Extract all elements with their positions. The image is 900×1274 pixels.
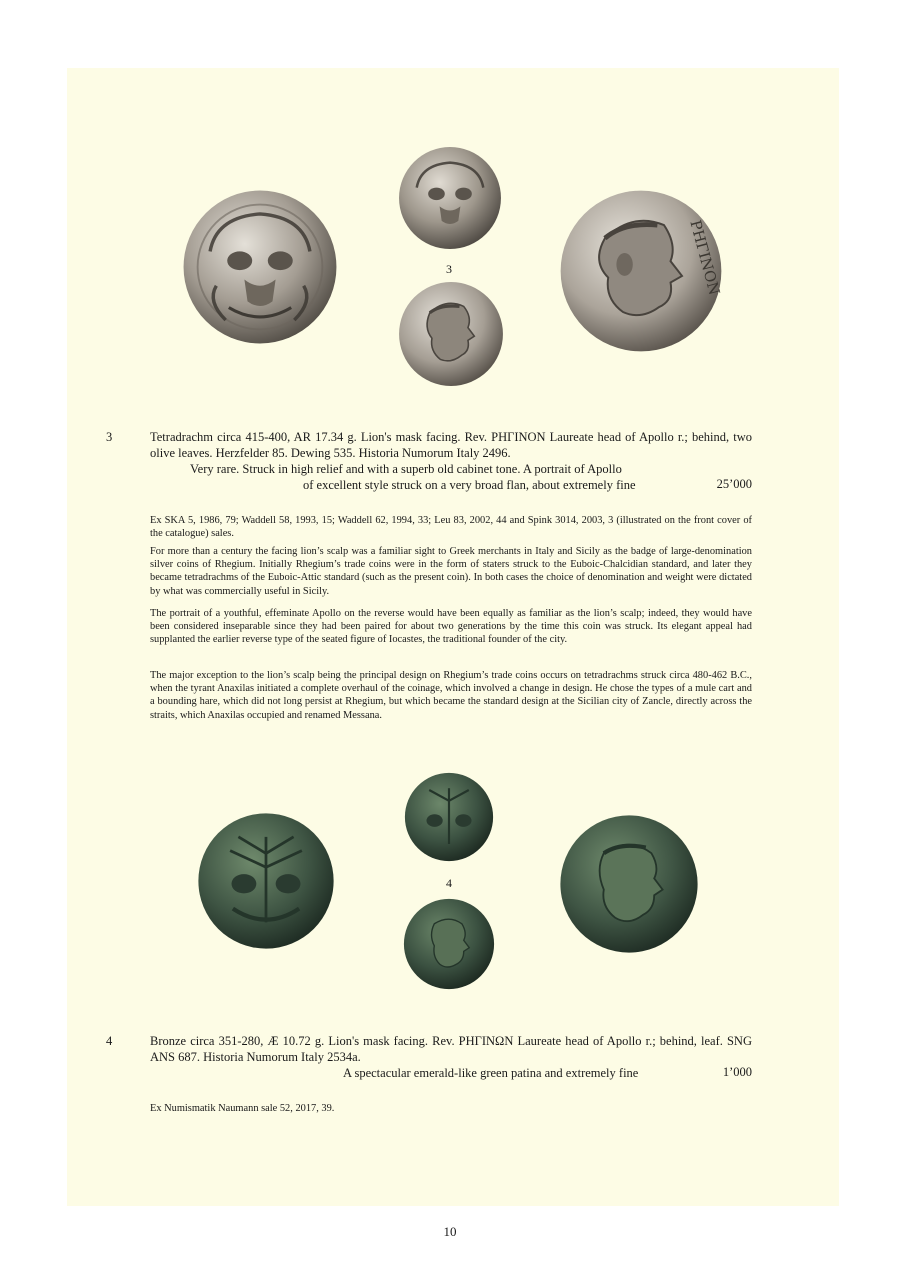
image-caption-4: 4 [446,876,452,890]
provenance-note: Ex Numismatik Naumann sale 52, 2017, 39. [150,1103,335,1114]
commentary-paragraph: For more than a century the facing lion’s scalp was a familiar sight to Greek merchants in Italy and Sicily as the badge of large-denomination silver coins of Rhegium. Initially Rhegium’s trade coins were in the form of staters struck to the Euboic-Chalcidian standard, and later they became tetradrachms of the Euboic-Attic standard (such as the present coin). In both cases the choice of denomination and weight were dictated by what was commercially useful in Sicily. [150,546,752,597]
lot-condition-line-2: of excellent style struck on a very broad flan, about extremely fine [303,478,636,492]
coin-4-obverse-large [196,812,336,950]
image-caption-3: 3 [446,262,452,276]
lot-description: Bronze circa 351-280, Æ 10.72 g. Lion's mask facing. Rev. ΡΗΓΙΝΩΝ Laureate head of Apollo r.; behind, leaf. SNG ANS 687. Historia Numorum Italy 2534a. [150,1034,752,1064]
lot-condition-line-1: Very rare. Struck in high relief and with a superb old cabinet tone. A portrait of Apollo [190,462,622,476]
lot-number: 4 [106,1034,113,1048]
lot-price: 25’000 [716,477,752,491]
coin-3-obverse-small [398,146,502,250]
commentary-paragraph: The major exception to the lion’s scalp being the principal design on Rhegium’s trade coins occurs on tetradrachms struck circa 480-462 B.C., when the tyrant Anaxilas initiated a complete overhaul of the coinage, which involved a change in design. He chose the types of a mule cart and a bounding hare, which did not long persist at Rhegium, but which became the standard design at the Sicilian city of Zancle, directly across the straits, which Anaxilas occupied and renamed Messana. [150,670,752,721]
coin-3-obverse-large [182,189,338,345]
lot-number: 3 [106,430,113,444]
coin-3-reverse-small [396,281,506,387]
lot-description: Tetradrachm circa 415-400, AR 17.34 g. Lion's mask facing. Rev. ΡΗΓΙΝΟΝ Laureate head of Apollo r.; behind, two olive leaves. Herzfelder 85. Dewing 535. Historia Numorum Italy 2496. [150,430,752,460]
coin-3-reverse-large [557,189,725,353]
coin-4-reverse-large [558,814,700,954]
commentary-paragraph: The portrait of a youthful, effeminate Apollo on the reverse would have been equally as familiar as the lion’s scalp; indeed, they would have been considered inseparable since they had been paired for about two generations by the time this coin was struck. Its elegant appeal had supplanted the earlier reverse type of the seated figure of Iocastes, the traditional founder of the city. [150,608,752,646]
coin-4-reverse-small [402,898,496,990]
coin-3-legend: ΡΗΓΙΝΟΝ [686,218,723,297]
lot-price: 1’000 [722,1065,752,1079]
provenance-note: Ex SKA 5, 1986, 79; Waddell 58, 1993, 15; Waddell 62, 1994, 33; Leu 83, 2002, 44 and Spink 3014, 2003, 3 (illustrated on the front cover of the catalogue) sales. [150,515,752,540]
coin-4-obverse-small [402,772,496,862]
lot-condition-line-1: A spectacular emerald-like green patina and extremely fine [343,1066,639,1080]
page-number: 10 [443,1224,457,1239]
